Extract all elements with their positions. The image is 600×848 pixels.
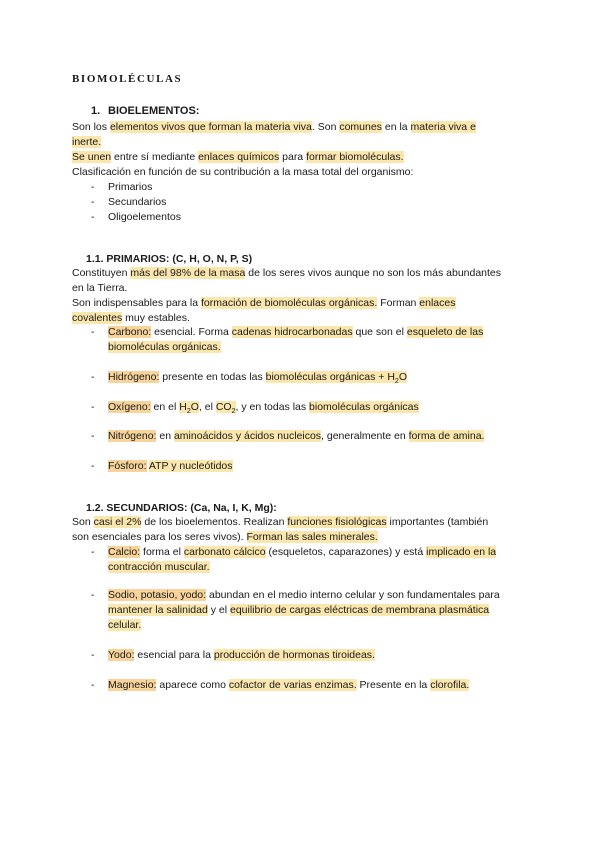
text: en el [150, 401, 180, 413]
dash: - [91, 460, 95, 472]
text: abundan en el medio interno celular y son fundamentales para [206, 589, 500, 601]
text: Forman [377, 297, 420, 309]
paragraph-bio-2 [72, 150, 534, 165]
text: y el [207, 604, 230, 616]
text: en la Tierra. [72, 282, 128, 294]
list-item-hidrogeno [91, 370, 531, 385]
highlight: O [398, 371, 407, 383]
list-item-magnesio [91, 678, 531, 693]
highlight: esqueleto de las [406, 326, 484, 338]
paragraph-bio-3: Clasificación en función de su contribución a la masa total del organismo: [72, 166, 414, 178]
text: en la [381, 121, 411, 133]
highlight: equilibrio de cargas eléctricas de membrana plasmática [230, 604, 490, 616]
text: de los seres vivos aunque no son los más abundantes [245, 267, 502, 279]
highlight: ATP y nucleótidos [148, 460, 233, 472]
list-item [91, 195, 531, 210]
list-item-label: Oligoelementos [108, 211, 181, 223]
highlight: contracción muscular. [108, 561, 210, 573]
paragraph-bio-1 [72, 120, 534, 150]
highlight: implicado en la [426, 546, 497, 558]
text: Constituyen [72, 267, 131, 279]
text: aparece como [156, 679, 229, 691]
text: Son los [72, 121, 110, 133]
text: , y en todas las [235, 401, 310, 413]
text: Son indispensables para la [72, 297, 202, 309]
highlight: CO [215, 401, 232, 413]
highlight: formación de biomoléculas orgánicas. [201, 297, 378, 309]
highlight: producción de hormonas tiroideas. [213, 649, 375, 661]
highlight: casi el 2% [93, 516, 142, 528]
dash: - [91, 649, 95, 661]
dash: - [91, 401, 95, 413]
list-item-fosforo [91, 459, 531, 474]
highlight: clorofila. [430, 679, 470, 691]
highlight: inerte. [72, 136, 102, 148]
text: muy estables. [122, 312, 190, 324]
list-item [91, 180, 531, 195]
highlight: biomoléculas orgánicas + H [265, 371, 395, 383]
dash: - [91, 679, 95, 691]
paragraph-sec-1 [72, 515, 534, 545]
text: entre sí mediante [111, 151, 199, 163]
list-item-carbono [91, 325, 531, 355]
list-item [91, 210, 531, 225]
paragraph-prim-1 [72, 266, 534, 296]
highlight: biomoléculas orgánicas [309, 401, 419, 413]
text: , generalmente en [321, 430, 409, 442]
highlight: Magnesio: [108, 679, 157, 691]
highlight: mantener la salinidad [108, 604, 208, 616]
highlight: Fósforo: [108, 460, 147, 472]
paragraph-prim-2 [72, 296, 534, 326]
dash: - [91, 546, 95, 558]
list-item-calcio [91, 545, 531, 575]
text: esencial para la [134, 649, 214, 661]
section-number: 1. [91, 105, 101, 117]
list-item-yodo [91, 648, 531, 663]
text: en [156, 430, 174, 442]
highlight: Se unen [72, 151, 112, 163]
text: Son [72, 516, 94, 528]
highlight: Oxígeno: [108, 401, 151, 413]
list-item-label: Primarios [108, 181, 153, 193]
list-item-nitrogeno [91, 429, 531, 444]
dash: - [91, 326, 95, 338]
text: son esenciales para los seres vivos). [72, 531, 247, 543]
dash: - [91, 211, 95, 223]
list-item-label: Secundarios [108, 196, 167, 208]
subscript: 2 [231, 408, 236, 416]
highlight: elementos vivos que forman la materia viva [109, 121, 312, 133]
subsection-heading-primarios: 1.1. PRIMARIOS: (C, H, O, N, P, S) [86, 253, 253, 265]
subsection-heading-secundarios: 1.2. SECUNDARIOS: (Ca, Na, I, K, Mg): [86, 502, 277, 514]
text: forma el [140, 546, 184, 558]
text: importantes (también [386, 516, 489, 528]
highlight: Calcio: [108, 546, 141, 558]
text: esencial. Forma [151, 326, 232, 338]
document-title: BIOMOLÉCULAS [72, 73, 183, 85]
text: (esqueletos, caparazones) y está [265, 546, 427, 558]
highlight: comunes [339, 121, 382, 133]
dash: - [91, 371, 95, 383]
text: Presente en la [356, 679, 431, 691]
subscript: 2 [394, 378, 399, 386]
highlight: aminoácidos y ácidos nucleicos [173, 430, 322, 442]
dash: - [91, 181, 95, 193]
dash: - [91, 196, 95, 208]
highlight: biomoléculas orgánicas. [108, 341, 221, 353]
highlight: cofactor de varias enzimas. [228, 679, 357, 691]
subscript: 2 [186, 408, 191, 416]
highlight: Forman las sales minerales. [246, 531, 378, 543]
highlight: Sodio, potasio, yodo: [108, 589, 207, 601]
highlight: Yodo: [108, 649, 135, 661]
highlight: funciones fisiológicas [287, 516, 387, 528]
list-item-oxigeno [91, 400, 531, 415]
highlight: forma de amina. [408, 430, 485, 442]
highlight: formar biomoléculas. [306, 151, 404, 163]
highlight: enlaces químicos [198, 151, 280, 163]
text: . Son [311, 121, 340, 133]
dash: - [91, 430, 95, 442]
highlight: enlaces [419, 297, 456, 309]
dash: - [91, 589, 95, 601]
text: de los bioelementos. Realizan [141, 516, 288, 528]
highlight: Hidrógeno: [108, 371, 160, 383]
highlight: cadenas hidrocarbonadas [231, 326, 353, 338]
list-item-sodio [91, 588, 531, 633]
highlight: O [190, 401, 199, 413]
highlight: celular. [108, 619, 142, 631]
text: para [279, 151, 307, 163]
section-heading-bioelementos [91, 105, 199, 117]
highlight: carbonato cálcico [183, 546, 266, 558]
section-title: BIOELEMENTOS: [108, 105, 200, 117]
text: , el [198, 401, 216, 413]
text: que son el [352, 326, 407, 338]
highlight: materia viva e [410, 121, 476, 133]
highlight: Nitrógeno: [108, 430, 157, 442]
highlight: más del 98% de la masa [130, 267, 246, 279]
highlight: H [179, 401, 187, 413]
highlight: Carbono: [108, 326, 152, 338]
text: presente en todas las [159, 371, 266, 383]
highlight: covalentes [72, 312, 123, 324]
